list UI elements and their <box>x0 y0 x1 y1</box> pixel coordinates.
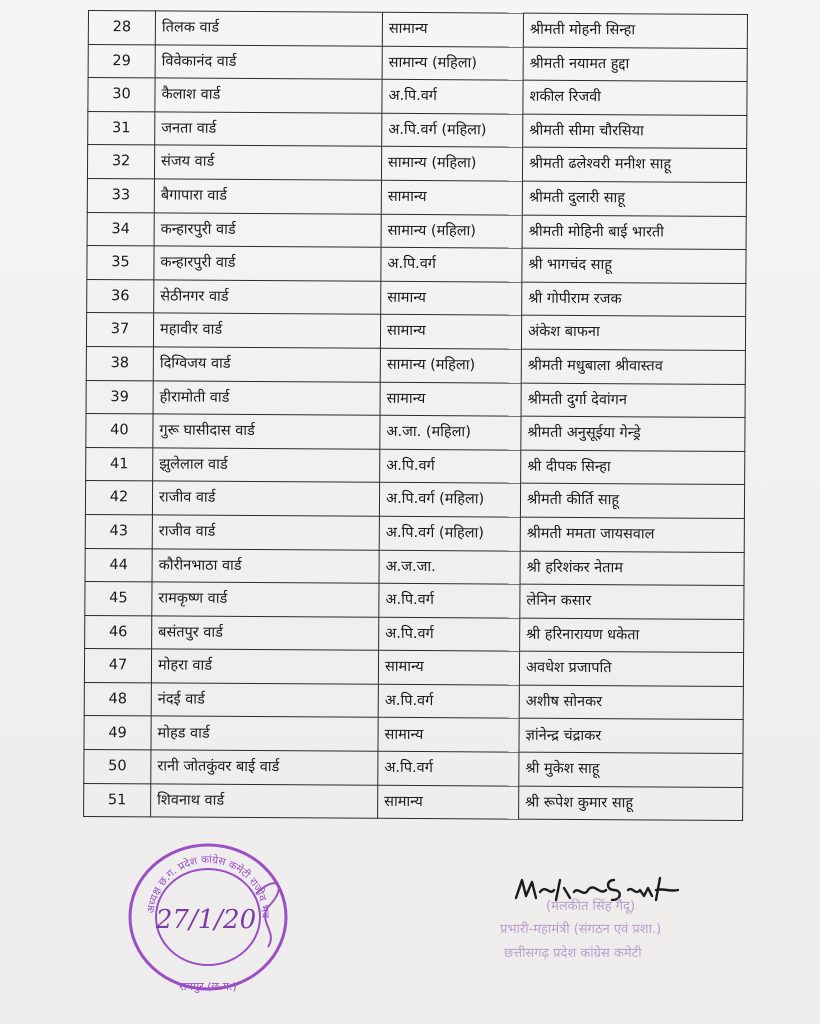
reservation-category: सामान्य <box>378 651 519 685</box>
ward-name: तिलक वार्ड <box>155 11 382 46</box>
table-row <box>84 750 743 788</box>
ward-name: मोहड वार्ड <box>151 716 378 751</box>
ward-name: बैगापारा वार्ड <box>154 179 381 214</box>
table-row <box>85 514 744 552</box>
ward-name: हीरामोती वार्ड <box>153 380 380 415</box>
candidate-name: श्री मुकेश साहू <box>519 752 743 787</box>
table-row <box>86 414 745 452</box>
official-seal <box>118 832 298 1002</box>
svg-text:Malkeet Singh: Malkeet Singh <box>510 866 518 867</box>
candidate-name: श्रीमती ममता जायसवाल <box>520 517 744 552</box>
ward-number: 38 <box>86 346 153 380</box>
candidate-name: श्रीमती दुलारी साहू <box>522 181 746 216</box>
seal-ring-text: अध्यक्ष छ.ग. प्रदेश कांग्रेस कमेटी राजीव भव <box>145 853 272 919</box>
reservation-category: सामान्य <box>381 281 522 315</box>
ward-number: 44 <box>85 548 152 582</box>
seal-date: 27/1/20 <box>155 905 257 935</box>
candidate-name: श्रीमती नयामत हुद्दा <box>523 47 747 82</box>
table-row <box>86 380 745 418</box>
ward-name: मोहरा वार्ड <box>151 649 378 684</box>
ward-name: कन्हारपुरी वार्ड <box>154 212 381 247</box>
reservation-category: अ.पि.वर्ग (महिला) <box>382 113 523 147</box>
ward-name: राजीव वार्ड <box>152 481 379 516</box>
reservation-category: सामान्य (महिला) <box>381 147 522 181</box>
ward-name: सेठीनगर वार्ड <box>154 280 381 315</box>
table-row <box>88 44 747 82</box>
candidate-name: अंकेश बाफना <box>521 315 745 350</box>
ward-number: 30 <box>88 78 155 112</box>
ward-name: कौरीनभाठा वार्ड <box>152 548 379 583</box>
ward-name: झुलेलाल वार्ड <box>153 448 380 483</box>
reservation-category: सामान्य (महिला) <box>381 214 522 248</box>
candidate-name: श्री हरिशंकर नेताम <box>520 551 744 586</box>
reservation-category: अ.पि.वर्ग <box>380 449 521 483</box>
ward-number: 28 <box>88 11 155 45</box>
reservation-category: सामान्य (महिला) <box>380 348 521 382</box>
table-row <box>86 346 745 384</box>
candidate-name: श्रीमती दुर्गा देवांगन <box>521 383 745 418</box>
candidate-name: श्री गोपीराम रजक <box>522 282 746 317</box>
ward-number: 31 <box>88 111 155 145</box>
candidate-name: श्री रूपेश कुमार साहू <box>519 786 743 821</box>
ward-number: 50 <box>84 750 151 784</box>
ward-number: 51 <box>84 783 151 817</box>
seal-graphic <box>118 832 298 1002</box>
ward-name: रानी जोतकुंवर बाई वार्ड <box>151 750 378 785</box>
candidate-name: श्रीमती ढलेश्वरी मनीश साहू <box>522 148 746 183</box>
ward-name: राजीव वार्ड <box>152 515 379 550</box>
table-row <box>88 11 747 49</box>
reservation-category: सामान्य <box>382 12 523 46</box>
ward-name: बसंतपुर वार्ड <box>152 616 379 651</box>
reservation-category: अ.पि.वर्ग (महिला) <box>379 483 520 517</box>
signatory-name: (मलकीत सिंह गैदू) <box>546 899 636 914</box>
reservation-category: सामान्य <box>380 315 521 349</box>
table-row <box>84 716 743 754</box>
table-row <box>87 178 746 216</box>
candidate-name: अशीष सोनकर <box>519 685 743 720</box>
table-row <box>87 212 746 250</box>
ward-name: विवेकानंद वार्ड <box>155 45 382 80</box>
table-row <box>84 783 743 821</box>
reservation-category: अ.पि.वर्ग <box>378 751 519 785</box>
ward-number: 32 <box>87 145 154 179</box>
ward-number: 42 <box>85 481 152 515</box>
candidate-name: श्रीमती कीर्ति साहू <box>520 483 744 518</box>
ward-number: 49 <box>84 716 151 750</box>
seal-city-text: रायपुर (छ.ग.) <box>179 980 237 993</box>
ward-name: जनता वार्ड <box>155 112 382 147</box>
table-row <box>87 246 746 284</box>
ward-number: 43 <box>85 514 152 548</box>
reservation-category: सामान्य <box>381 180 522 214</box>
reservation-category: अ.पि.वर्ग (महिला) <box>379 516 520 550</box>
ward-number: 39 <box>86 380 153 414</box>
signatory-organization: छत्तीसगढ़ प्रदेश कांग्रेस कमेटी <box>504 946 642 961</box>
ward-number: 47 <box>84 649 151 683</box>
reservation-category: अ.ज.जा. <box>379 550 520 584</box>
ward-number: 40 <box>86 414 153 448</box>
reservation-category: सामान्य <box>380 382 521 416</box>
ward-number: 46 <box>85 615 152 649</box>
candidate-name: श्री हरिनारायण धकेता <box>520 618 744 653</box>
table-row <box>88 111 747 149</box>
reservation-category: अ.जा. (महिला) <box>380 415 521 449</box>
table-row <box>87 145 746 183</box>
table-row <box>87 279 746 317</box>
ward-number: 48 <box>84 682 151 716</box>
table-row <box>84 682 743 720</box>
candidate-name: श्रीमती मोहिनी बाई भारती <box>522 215 746 250</box>
ward-name: संजय वार्ड <box>154 145 381 180</box>
ward-number: 41 <box>86 447 153 481</box>
ward-name: गुरू घासीदास वार्ड <box>153 414 380 449</box>
table-row <box>86 447 745 485</box>
table-row <box>88 78 747 116</box>
table-row <box>86 313 745 351</box>
ward-name: कैलाश वार्ड <box>155 78 382 113</box>
ward-number: 29 <box>88 44 155 78</box>
ward-name: शिवनाथ वार्ड <box>151 784 378 819</box>
table-row <box>85 582 744 620</box>
ward-number: 37 <box>86 313 153 347</box>
ward-number: 33 <box>87 178 154 212</box>
reservation-category: सामान्य <box>378 718 519 752</box>
candidate-name: श्रीमती सीमा चौरसिया <box>523 114 747 149</box>
table-row <box>84 649 743 687</box>
candidate-name: श्रीमती मधुबाला श्रीवास्तव <box>521 349 745 384</box>
table-row <box>85 615 744 653</box>
ward-name: महावीर वार्ड <box>153 313 380 348</box>
reservation-category: अ.पि.वर्ग <box>379 617 520 651</box>
table-row <box>85 481 744 519</box>
candidate-name: श्री भागचंद साहू <box>522 248 746 283</box>
candidate-name: ज्ञांनेन्द्र चंद्राकर <box>519 719 743 754</box>
reservation-category: अ.पि.वर्ग <box>378 684 519 718</box>
reservation-category: सामान्य (महिला) <box>382 46 523 80</box>
ward-name: नंदई वार्ड <box>151 683 378 718</box>
signatory-designation: प्रभारी-महामंत्री (संगठन एवं प्रशा.) <box>500 922 662 937</box>
candidate-name: शकील रिजवी <box>523 80 747 115</box>
candidate-name: लेनिन कसार <box>520 584 744 619</box>
candidate-name: श्रीमती मोहनी सिन्हा <box>523 13 747 48</box>
ward-number: 36 <box>87 279 154 313</box>
ward-number: 45 <box>85 582 152 616</box>
candidate-name: श्री दीपक सिन्हा <box>521 450 745 485</box>
ward-name: कन्हारपुरी वार्ड <box>154 246 381 281</box>
ward-name: दिग्विजय वार्ड <box>153 347 380 382</box>
ward-name: रामकृष्ण वार्ड <box>152 582 379 617</box>
candidate-name: श्रीमती अनुसूईया गेन्ड्रे <box>521 416 745 451</box>
table-row <box>85 548 744 586</box>
reservation-category: सामान्य <box>378 785 519 819</box>
signature-block <box>490 866 740 976</box>
candidate-name: अवधेश प्रजापति <box>519 651 743 686</box>
reservation-category: अ.पि.वर्ग <box>379 583 520 617</box>
reservation-category: अ.पि.वर्ग <box>382 79 523 113</box>
ward-number: 34 <box>87 212 154 246</box>
ward-number: 35 <box>87 246 154 280</box>
ward-candidate-table <box>83 10 748 821</box>
reservation-category: अ.पि.वर्ग <box>381 247 522 281</box>
